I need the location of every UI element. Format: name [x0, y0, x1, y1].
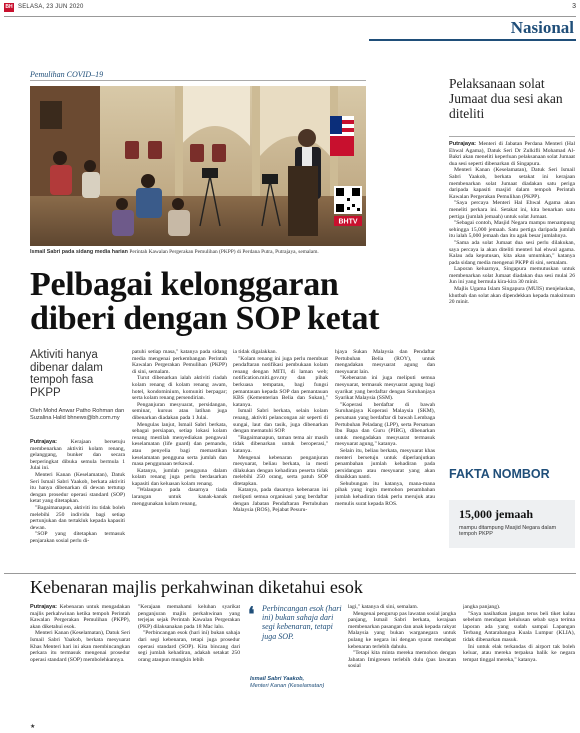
fakta-nombor-heading: FAKTA NOMBOR: [449, 467, 550, 481]
caption-lead: Ismail Sabri pada sidang media harian: [30, 249, 128, 255]
main-headline: Pelbagai kelonggaran diberi dengan SOP ketat: [30, 266, 380, 337]
sub-headline: Aktiviti hanya dibenar dalam tempoh fasa PKPP: [30, 349, 103, 399]
bottom-story-divider: [4, 573, 576, 574]
main-story-column-3: ia tidak digalakkan. "Kolam renang ini juga perlu membuat pendaftaran notifikasi pembukaan kolam renang dengan MITI, di laman web; notification.miti.gov.my dan pihak berkuasa tempatan, bagi fungsi pemantauan kepada SOP dan pemantauan KBS (Kementerian Belia dan Sukan)," katanya. Ismail Sabri berkata, selain kolam renang, aktiviti pelancongan air seperti di sungai, laut dan tasik, juga dibenarkan dengan mematuhi SOP. "Bagaimanapun, taman tema air masih tidak dibenarkan untuk beroperasi," katanya. Mengenai kebenaran penganjuran mesyuarat, beliau berkata, ia mesti dilakukan dengan kehadiran peserta tidak melebihi 250 orang, serta patuh SOP ditetapkan. Katanya, pada dasarnya kebenaran ini meliputi semua organisasi yang berdaftar dengan Jabatan Pendaftaran Pertubuhan Malaysia (ROS), Pejabat Pesuru-: [233, 349, 328, 514]
header-divider: [4, 16, 576, 17]
main-story-column-1: Putrajaya: Kerajaan bersetuju membenarkan aktiviti kolam renang, gelanggang, bunker dan secara berperingkat dibuka semula bermula 1 Julai ini. Menteri Kanan (Keselamatan), Datuk Seri Ismail Sabri Yaakob, berkata aktiviti itu hanya dibenarkan di dewan tertutup dengan prosedur operasi standard (SOP) ketat yang ditetapkan. "Bagaimanapun, aktiviti itu tidak boleh melebihi 250 individu bagi setiap pertunjukan dan tertakluk kepada kapasiti dewan. "SOP yang ditetapkan termasuk penjarakan sosial perlu di-: [30, 439, 125, 544]
fakta-description: mampu ditampung Masjid Negara dalam tempoh PKPP: [459, 525, 557, 538]
section-name: Nasional: [510, 18, 574, 37]
byline: Oleh Mohd Anwar Patho Rohman dan Suzalina Halid bhnews@bh.com.my: [30, 408, 125, 421]
bottom-story-column-4: jangka panjang). "Saya nasihatkan jangan terus beli tiket kalau sebelum mendapat kelulusan sebab saya terima laporan ada yang sudah sampai Lapangan Terbang Antarabangsa Kuala Lumpur (KLIA), tidak dibenarkan masuk. Ini untuk elak terkandas di airport tak boleh keluar, atau mereka terpaksa balik ke negara tempat tinggal mereka," katanya.: [463, 604, 575, 663]
bottom-headline: Kebenaran majlis perkahwinan diketahui esok: [30, 577, 363, 597]
story-kicker: Pemulihan COVID–19: [30, 70, 104, 79]
sidebar-story: Putrajaya: Menteri di Jabatan Perdana Menteri (Hal Ehwal Agama), Datuk Seri Dr Zulkifli Mohamad Al-Bakri akan meneliti keperluan pelaksanaan solat Jumaat dua sesi seperti dibenarkan di Singapura. Menteri Kanan (Keselamatan), Datuk Seri Ismail Sabri Yaakob, berkata setakat ini kerajaan membenarkan solat Jumaat diadakan satu periga daripada kapasiti masjid dalam tempoh Perintah Kawalan Pergerakan Pemulihan (PKPP). "Saya percaya Menteri Hal Ehwal Agama akan meneliti perkara ini. Setakat ini, kita benarkan satu pertiga (jumlah jemaah) untuk solat Jumaat. "Sebagai contoh, Masjid Negara mampu menampung sehingga 15,000 jemaah. Satu pertiga daripada jumlah itu ialah 5,000 jemaah dan itu agak besar jumlahnya. "Sama ada solat Jumaat dua sesi perlu dilakukan, saya percaya ia akan diteliti menteri hal ehwal agama. Kalau ada keputusan, kita akan umumkan," katanya pada sidang media mengenai PKPP di sini, semalam. Laporan keluarnya, Singapura memutuskan untuk membenarkan solat Jumaat diadakan dua sesi mulai 26 Jun ini yang bermula kira-kira 30 minit. Majlis Ugama Islam Singapura (MUIS) menjelaskan, khutbah dan solat akan dipendekkan kepada maksimum 20 minit.: [449, 141, 575, 306]
section-underline: [369, 39, 576, 41]
masthead: [4, 3, 576, 15]
bhtv-badge: BHTV: [338, 218, 358, 226]
end-mark-star: ★: [30, 724, 36, 730]
caption-rest: Perintah Kawalan Pergerakan Pemulihan (PKPP) di Perdana Putra, Putrajaya, semalam.: [127, 249, 319, 255]
quote-text: Perbincangan esok (hari ini) bukan sahaja dari segi kebenaran, tetapi juga SOP.: [262, 604, 342, 641]
pull-quote: [248, 604, 340, 722]
main-story-column-2: patuhi setiap masa," katanya pada sidang media mengenai perkembangan Perintah Kawalan Pergerakan Pemulihan (PKPP) di sini, semalam. Turut dibenarkan ialah aktiviti riadah kolam renang di kolam renang awam, hotel, kondominium, komuniti berpagar; serta kolam renang persendirian. Penganjuran mesyuarat, persidangan, seminar, kursus atau latihan juga dibenarkan diadakan pada 1 Julai. Mengulas lanjut, Ismail Sabri berkata, sebagai persiapan, setiap lokasi kolam renang mestilah menyediakan pengawal keselamatan (life guard) dan pemandu, atau penyelia bagi memastikan keselamatan pengguna serta jumlah dan masa penggunaan terkawal. Katanya, jumlah pengguna dalam kolam renang juga perlu berdasarkan kapasiti dan keluasan kolam renang. "Walaupun pada dasarnya tiada larangan untuk kanak-kanak menggunakan kolam renang,: [132, 349, 227, 507]
bottom-story-column-1: Putrajaya: Kebenaran untuk mengadakan majlis perkahwinan ketika tempoh Perintah Kawalan Pergerakan Pemulihan (PKPP), akan diketahui esok. Menteri Kanan (Keselamatan), Datuk Seri Ismail Sabri Yaakob, berkata mesyuarat Khas Menteri hari ini akan membincangkan perkara itu termasuk mengenai prosedur operasi standard (SOP) membolehkannya.: [30, 604, 130, 663]
issue-date: SELASA, 23 JUN 2020: [18, 4, 84, 10]
sidebar-divider: [449, 136, 575, 137]
photo-caption: [30, 249, 370, 255]
quote-attribution: [250, 676, 342, 689]
section-label: [369, 18, 576, 38]
news-photo: [30, 86, 366, 246]
main-story-column-4: hjaya Sukan Malaysia dan Pendaftar Pertubuhan Belia (ROY), untuk mengadakan mesyuarat agung dan mesyuarat lain. "Kebenaran ini juga meliputi semua mesyuarat, termasuk mesyuarat agung bagi syarikat yang berdaftar dengan Suruhanjaya Syarikat Malaysia (SSM). "Koperasi berdaftar di bawah Suruhanjaya Koperasi Malaysia (SKM), persatuan yang berdaftar di bawah Lembaga Pertubuhan Peladang (LPP), serta Persatuan Ibu Bapa dan Guru (PIBG), dibenarkan untuk mengadakan mesyuarat termasuk mesyuarat agung," katanya. Selain itu, beliau berkata, mesyuarat khas menteri bersetuju untuk diperlanjutkan penambahan jumlah kehadiran pada persidangan atau mesyuarat yang akan dinaikkan nanti. Sehubungan itu katanya, mana-mana pihak yang ingin memohon penambahan jumlah kehadiran tidak perlu merujuk atau memulis surat kepada ROS.: [335, 349, 435, 507]
fakta-number: 15,000 jemaah: [459, 507, 533, 521]
sidebar-headline: Pelaksanaan solat Jumaat dua sesi akan diteliti: [449, 76, 563, 121]
bottom-story-column-2: "Kerajaan memahami keluhan syarikat penganjuran majlis perkahwinan yang terjejas sejak Perintah Kawalan Pergerakan (PKP) dilaksanakan pada 18 Mac lalu. "Perbincangan esok (hari ini) bukan sahaja dari segi kebenaran, tetapi juga prosedur operasi standard (SOP). Kita bincang dari segi jumlah kehadiran, adakah setakat 250 orang ataupun mungkin lebih: [138, 604, 240, 663]
quote-author-name: Ismail Sabri Yaakob,: [250, 676, 305, 682]
page-number: 3: [572, 3, 576, 10]
press-conference-photo: [30, 86, 366, 246]
quote-author-role: Menteri Kanan (Keselamatan): [250, 682, 325, 689]
kicker-divider: [30, 80, 366, 81]
newspaper-logo: BH: [5, 4, 13, 10]
quote-mark-icon: ❛: [248, 604, 255, 626]
bottom-story-column-3: lagi," katanya di sini, semalam. Mengenai pengurup pas lawatan sosial jangka panjang, Ismail Sabri berkata, kerajaan membenarkan pasangan dan anak kepada rakyat Malaysia yang bukan warganegara untuk pulang ke negara ini dengan syarat mendapat kebenaran terlebih dahulu. "Tetapi kita minta mereka memohon dengan Jabatan Imigresen terlebih dulu (pas lawatan sosial: [348, 604, 456, 670]
